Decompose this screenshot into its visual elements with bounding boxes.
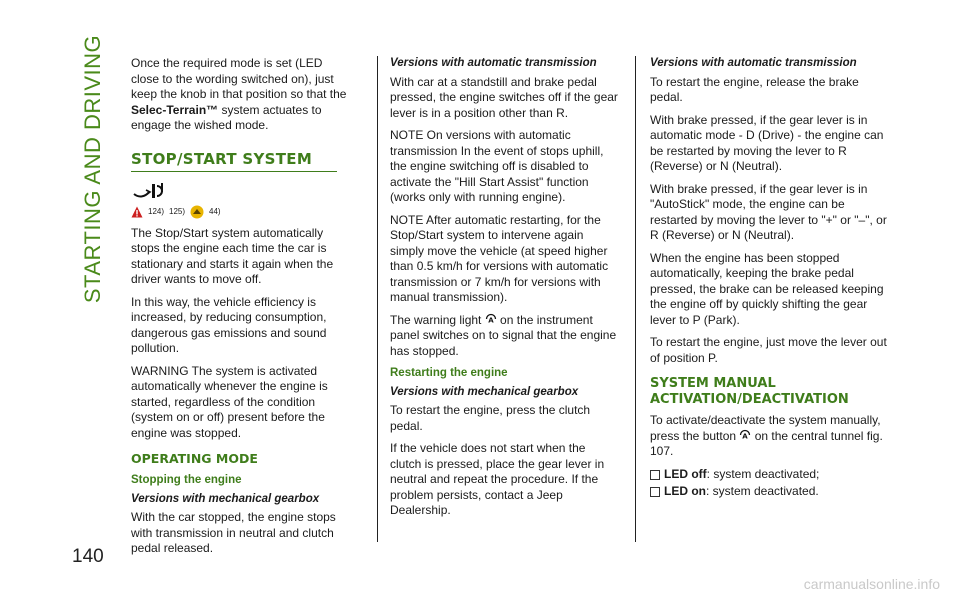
paragraph-mechanical-stop: With the car stopped, the engine stops with transmission in neutral and clutch pedal released. [131, 510, 336, 555]
paragraph-move-lever: To restart the engine, just move the lever out of position P. [650, 335, 887, 365]
subheading-stopping-engine: Stopping the engine [131, 474, 242, 486]
reference-124: 124) [148, 207, 165, 216]
section-side-title [78, 34, 108, 304]
paragraph-warning: WARNING The system is activated automatically whenever the engine is started, regardless of the condition (system on or off) present before the engine was stopped. [131, 363, 328, 440]
reference-row [131, 204, 353, 220]
svg-text:A: A [742, 432, 749, 440]
stop-start-button-icon [739, 429, 751, 441]
paragraph-efficiency: In this way, the vehicle efficiency is increased, by reducing consumption, dangerous gas emissions and sound pollution. [131, 294, 327, 355]
heading-stop-start: STOP/START SYSTEM [131, 152, 337, 173]
paragraph-manual-toggle: To activate/deactivate the system manually, press the button A on the central tunnel fig. 107. [650, 413, 883, 458]
paragraph-stop-start-description: The Stop/Start system automatically stops the engine each time the car is stationary and starts it again when the driver wants to move off. [131, 225, 334, 286]
checkbox-bullet-icon [650, 470, 660, 480]
checkbox-bullet-icon [650, 487, 660, 497]
stop-start-icon [131, 180, 165, 202]
subheading-automatic-transmission: Versions with automatic transmission [390, 57, 597, 69]
column-2 [390, 56, 620, 526]
subheading-restarting-engine: Restarting the engine [390, 367, 508, 379]
reference-125: 125) [169, 207, 186, 216]
list-item-led-off: LED off: system deactivated; [650, 467, 890, 483]
heading-manual-activation: SYSTEM MANUAL ACTIVATION/DEACTIVATION [650, 376, 849, 407]
paragraph-drive-mode: With brake pressed, if the gear lever is in automatic mode - D (Drive) - the engine can be restarted by moving the lever to R (Reverse) or N (Neutral). [650, 112, 884, 173]
paragraph-park-shift: When the engine has been stopped automatically, keeping the brake pedal pressed, the brake can be released keeping the engine off by quickly shifting the gear lever to P (Park). [650, 250, 884, 327]
column-3 [650, 56, 890, 502]
paragraph-restart-problem: If the vehicle does not start when the clutch is pressed, place the gear lever in neutral and repeat the procedure. If the problem persists, contact a Jeep Dealership. [390, 441, 605, 517]
column-1 [131, 56, 353, 564]
watermark: carmanualsonline.info [803, 576, 940, 592]
svg-text:A: A [488, 316, 494, 324]
caution-icon [190, 205, 204, 219]
warning-triangle-icon [131, 206, 143, 218]
column-divider-2 [635, 56, 636, 542]
column-divider-1 [377, 56, 378, 542]
auto-stop-warning-light-icon [485, 313, 497, 325]
subheading-mechanical-gearbox-restart: Versions with mechanical gearbox [390, 385, 579, 398]
section-title-text: STARTING AND DRIVING [80, 34, 105, 304]
paragraph-automatic-stop: With car at a standstill and brake pedal pressed, the engine switches off if the gear lever is in a position other than R. [390, 74, 618, 120]
heading-operating-mode: OPERATING MODE [131, 451, 258, 466]
list-item-led-on: LED on: system deactivated. [650, 484, 890, 500]
subheading-automatic-transmission-restart: Versions with automatic transmission [650, 57, 857, 69]
reference-44: 44) [209, 207, 221, 216]
paragraph-press-clutch: To restart the engine, press the clutch pedal. [390, 403, 591, 433]
page-number: 140 [72, 546, 104, 567]
subheading-mechanical-gearbox: Versions with mechanical gearbox [131, 492, 320, 505]
paragraph-warning-light: The warning light A on the instrument panel switches on to signal that the engine has stopped. [390, 312, 617, 358]
brand-name: Selec-Terrain™ [131, 102, 219, 117]
paragraph-autostick-mode: With brake pressed, if the gear lever is in "AutoStick" mode, the engine can be restarted by moving the lever to "+" or "–", or R (Reverse) or N (Neutral). [650, 181, 887, 242]
intro-paragraph: Once the required mode is set (LED close to the wording switched on), just keep the knob in that position so that the Selec-Terrain™ system actuates to engage the wished mode. [131, 56, 347, 132]
paragraph-note-restart: NOTE After automatic restarting, for the Stop/Start system to intervene again simply move the vehicle (at speed higher than 0.5 km/h for versions with automatic transmission or 7 km/h for versions with manual transmission). [390, 212, 609, 304]
paragraph-note-uphill: NOTE On versions with automatic transmission In the event of stops uphill, the engine switching off is disabled to activate the "Hill Start Assist" function (works only with running engine). [390, 128, 604, 204]
paragraph-release-brake: To restart the engine, release the brake pedal. [650, 74, 859, 104]
stop-start-logo [131, 180, 353, 202]
